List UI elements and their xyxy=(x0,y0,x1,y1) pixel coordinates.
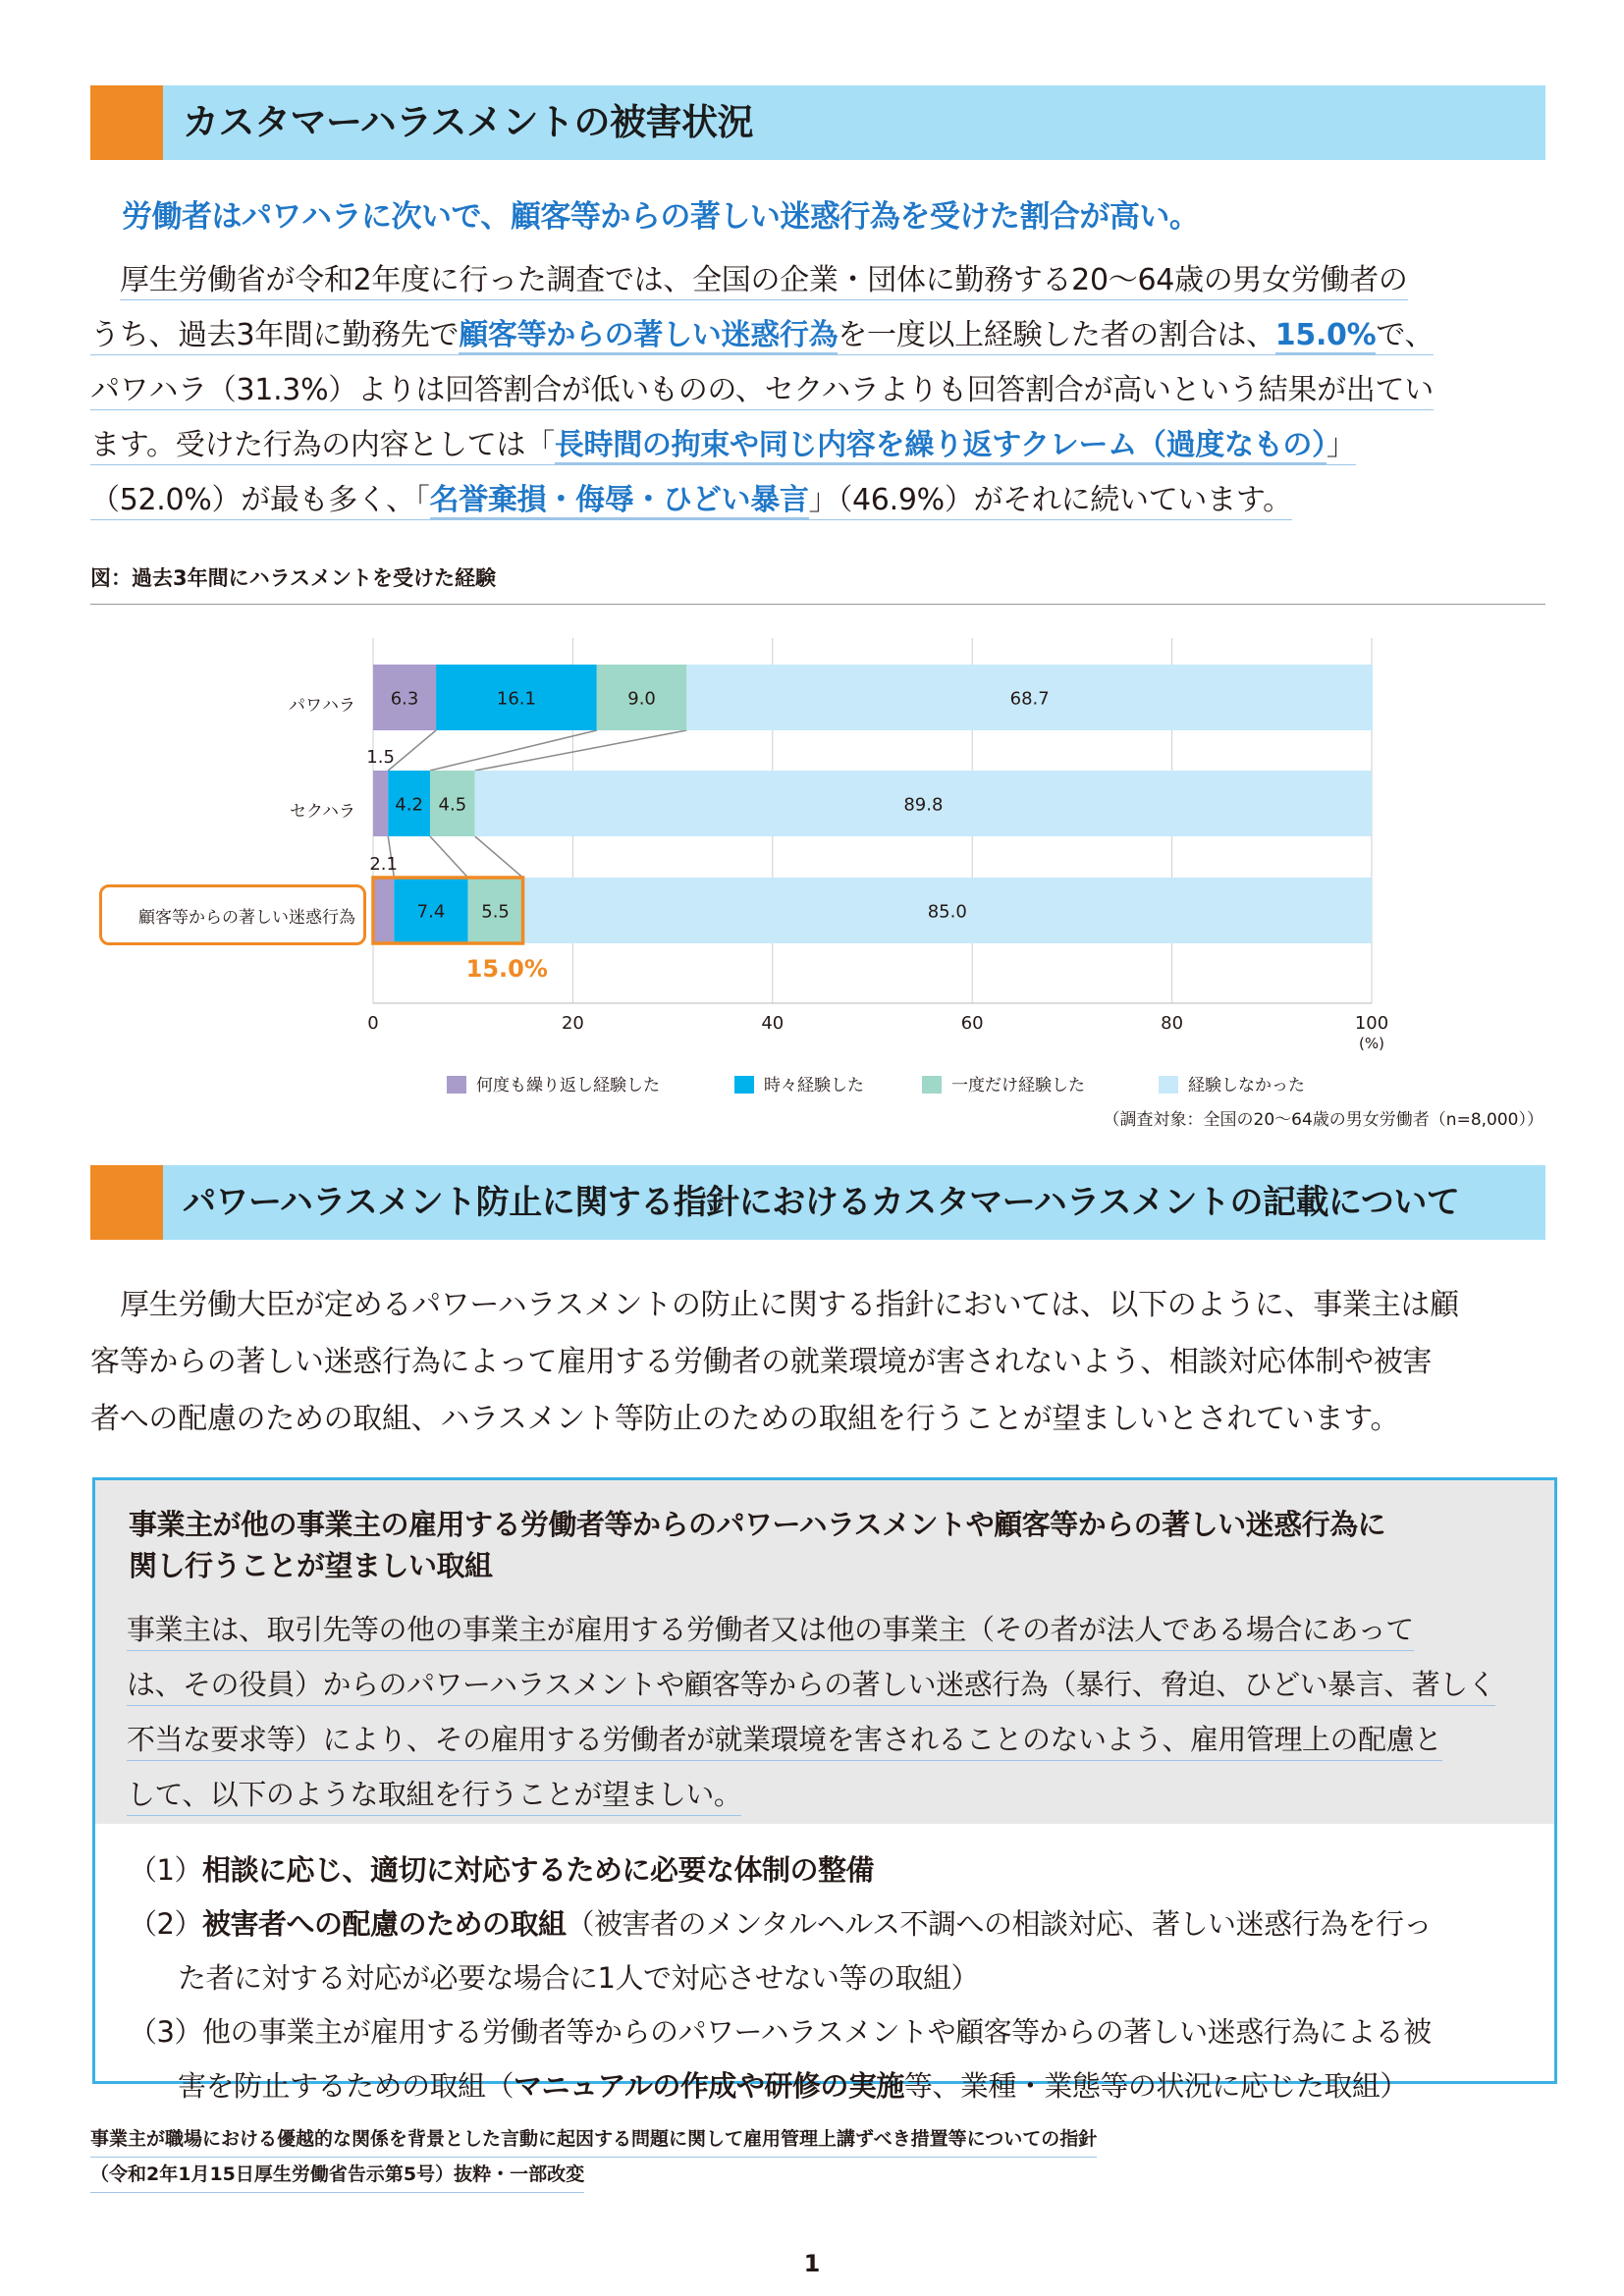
item-text: （被害者のメンタルヘルス不調への相談対応、著しい迷惑行為を行っ xyxy=(566,1907,1432,1941)
guideline-items xyxy=(129,1843,1432,2113)
category-label-2: 顧客等からの著しい迷惑行為 xyxy=(138,908,355,928)
data-label: 2.1 xyxy=(369,854,398,875)
item-number: （2） xyxy=(129,1907,202,1941)
footer-source-line-2: （令和2年1月15日厚生労働省告示第5号）抜粋・一部改変 xyxy=(90,2160,584,2193)
guideline-item-3-cont xyxy=(129,2059,1432,2113)
item-bold: 被害者への配慮のための取組 xyxy=(201,1907,567,1941)
guideline-body-line: 不当な要求等）により、その雇用する労働者が就業環境を害されることのないよう、雇用管理上の配慮と xyxy=(127,1723,1442,1761)
guideline-title xyxy=(129,1504,1385,1586)
page-number: 1 xyxy=(803,2250,821,2277)
para-line: 厚生労働省が令和2年度に行った調査では、全国の企業・団体に勤務する20〜64歳の男女労働者の xyxy=(120,263,1408,300)
legend-item-2 xyxy=(922,1071,1085,1095)
survey-note: （調査対象：全国の20〜64歳の男女労働者（n=8,000）） xyxy=(1103,1110,1543,1130)
x-tick-label: 40 xyxy=(761,1013,785,1034)
item-text: た者に対する対応が必要な場合に1人で対応させない等の取組） xyxy=(178,1961,979,1995)
header-accent xyxy=(90,1165,163,1240)
x-tick-label: 100 xyxy=(1354,1013,1389,1034)
para-text: （52.0%）が最も多く、「 xyxy=(90,483,430,517)
legend-item-1 xyxy=(734,1071,864,1095)
x-tick-label: 60 xyxy=(960,1013,984,1034)
legend-swatch xyxy=(447,1076,466,1094)
guideline-item-1 xyxy=(129,1843,1432,1897)
para-line: 厚生労働大臣が定めるパワーハラスメントの防止に関する指針においては、以下のように、事業主は顧 xyxy=(120,1288,1459,1322)
item-text: 他の事業主が雇用する労働者等からのパワーハラスメントや顧客等からの著しい迷惑行為による被 xyxy=(201,2015,1432,2049)
x-tick-label: 80 xyxy=(1161,1013,1184,1034)
lead-text: 労働者はパワハラに次いで、顧客等からの著しい迷惑行為を受けた割合が高い。 xyxy=(122,199,1200,235)
para-text: うち、過去3年間に勤務先で xyxy=(90,318,460,352)
data-label: 89.8 xyxy=(903,794,944,816)
section-title: パワーハラスメント防止に関する指針におけるカスタマーハラスメントの記載について xyxy=(183,1183,1460,1222)
para-text: 」（46.9%）がそれに続いています。 xyxy=(808,483,1292,517)
guideline-item-3 xyxy=(129,2005,1432,2059)
legend-swatch xyxy=(922,1076,942,1094)
connector-line xyxy=(475,836,523,878)
legend-swatch xyxy=(1159,1076,1178,1094)
para-text: で、 xyxy=(1376,318,1435,352)
bar-segment xyxy=(373,878,394,943)
x-tick-label: 20 xyxy=(561,1013,584,1034)
legend-swatch xyxy=(734,1076,754,1094)
para-text: を一度以上経験した者の割合は、 xyxy=(838,318,1275,352)
section-header-2 xyxy=(90,1165,1545,1240)
connector-line xyxy=(388,730,436,771)
data-label: 68.7 xyxy=(1009,688,1050,710)
legend-label: 時々経験した xyxy=(764,1076,864,1095)
data-label: 4.5 xyxy=(438,794,467,816)
x-unit-label: (%) xyxy=(1359,1035,1384,1052)
data-label: 4.2 xyxy=(395,794,423,816)
category-label-1: セクハラ xyxy=(290,802,355,822)
connector-line xyxy=(430,730,597,771)
data-label: 1.5 xyxy=(366,747,395,768)
legend-item-0 xyxy=(447,1071,660,1095)
guideline-body xyxy=(127,1602,1495,1822)
highlight-text: 顧客等からの著しい迷惑行為 xyxy=(459,318,839,352)
legend-item-3 xyxy=(1159,1071,1305,1095)
guideline-body-line: は、その役員）からのパワーハラスメントや顧客等からの著しい迷惑行為（暴行、脅迫、ひどい暴言、著しく xyxy=(127,1668,1495,1706)
figure-caption: 図：過去3年間にハラスメントを受けた経験 xyxy=(90,566,496,590)
connector-line xyxy=(430,836,468,878)
guideline-item-2 xyxy=(129,1897,1432,1951)
guideline-intro-paragraph xyxy=(90,1277,1553,1448)
item-bold: 相談に応じ、適切に対応するために必要な体制の整備 xyxy=(201,1853,874,1887)
highlight-percent: 15.0% xyxy=(1274,318,1377,352)
category-label-0: パワハラ xyxy=(289,696,355,716)
x-tick-label: 0 xyxy=(367,1013,379,1034)
data-label: 16.1 xyxy=(496,688,536,710)
legend-label: 経験しなかった xyxy=(1188,1076,1305,1095)
para-line: 客等からの著しい迷惑行為によって雇用する労働者の就業環境が害されないよう、相談対応体制や被害 xyxy=(90,1345,1433,1379)
data-label: 5.5 xyxy=(481,901,510,923)
para-text: 」 xyxy=(1326,428,1356,462)
bar-segment xyxy=(373,771,388,836)
connector-line xyxy=(475,730,687,771)
item-bold: マニュアルの作成や研修の実施 xyxy=(514,2069,904,2103)
item-text: 害を防止するための取組（ xyxy=(178,2069,514,2103)
data-label: 6.3 xyxy=(390,688,419,710)
para-line: パワハラ（31.3%）よりは回答割合が低いものの、セクハラよりも回答割合が高いという結果が出てい xyxy=(90,373,1434,410)
legend-label: 一度だけ経験した xyxy=(951,1076,1085,1095)
item-number: （1） xyxy=(129,1853,202,1887)
para-text: ます。受けた行為の内容としては「 xyxy=(90,428,555,462)
item-text: 等、業種・業態等の状況に応じた取組） xyxy=(903,2069,1408,2103)
footer-source-line-1: 事業主が職場における優越的な関係を背景とした言動に起因する問題に関して雇用管理上講ずべき措置等についての指針 xyxy=(90,2124,1097,2158)
highlight-annotation: 15.0% xyxy=(465,955,548,983)
legend-label: 何度も繰り返し経験した xyxy=(476,1076,660,1095)
guideline-title-line: 事業主が他の事業主の雇用する労働者等からのパワーハラスメントや顧客等からの著しい迷惑行為に xyxy=(129,1508,1386,1541)
highlight-text: 名誉棄損・侮辱・ひどい暴言 xyxy=(429,483,809,517)
data-label: 9.0 xyxy=(627,688,656,710)
section-title: カスタマーハラスメントの被害状況 xyxy=(183,101,754,143)
guideline-body-line: 事業主は、取引先等の他の事業主が雇用する労働者又は他の事業主（その者が法人である場合にあって xyxy=(127,1613,1414,1651)
data-label: 7.4 xyxy=(416,901,446,923)
stacked-bar-chart xyxy=(0,0,1624,1139)
item-number: （3） xyxy=(129,2015,202,2049)
guideline-body-line: して、以下のような取組を行うことが望ましい。 xyxy=(127,1778,741,1816)
guideline-title-line: 関し行うことが望ましい取組 xyxy=(129,1549,493,1582)
data-label: 85.0 xyxy=(927,901,967,923)
para-line: 者への配慮のための取組、ハラスメント等防止のための取組を行うことが望ましいとされています。 xyxy=(90,1402,1400,1436)
highlight-text: 長時間の拘束や同じ内容を繰り返すクレーム（過度なもの） xyxy=(554,428,1326,462)
guideline-box xyxy=(92,1477,1557,2103)
